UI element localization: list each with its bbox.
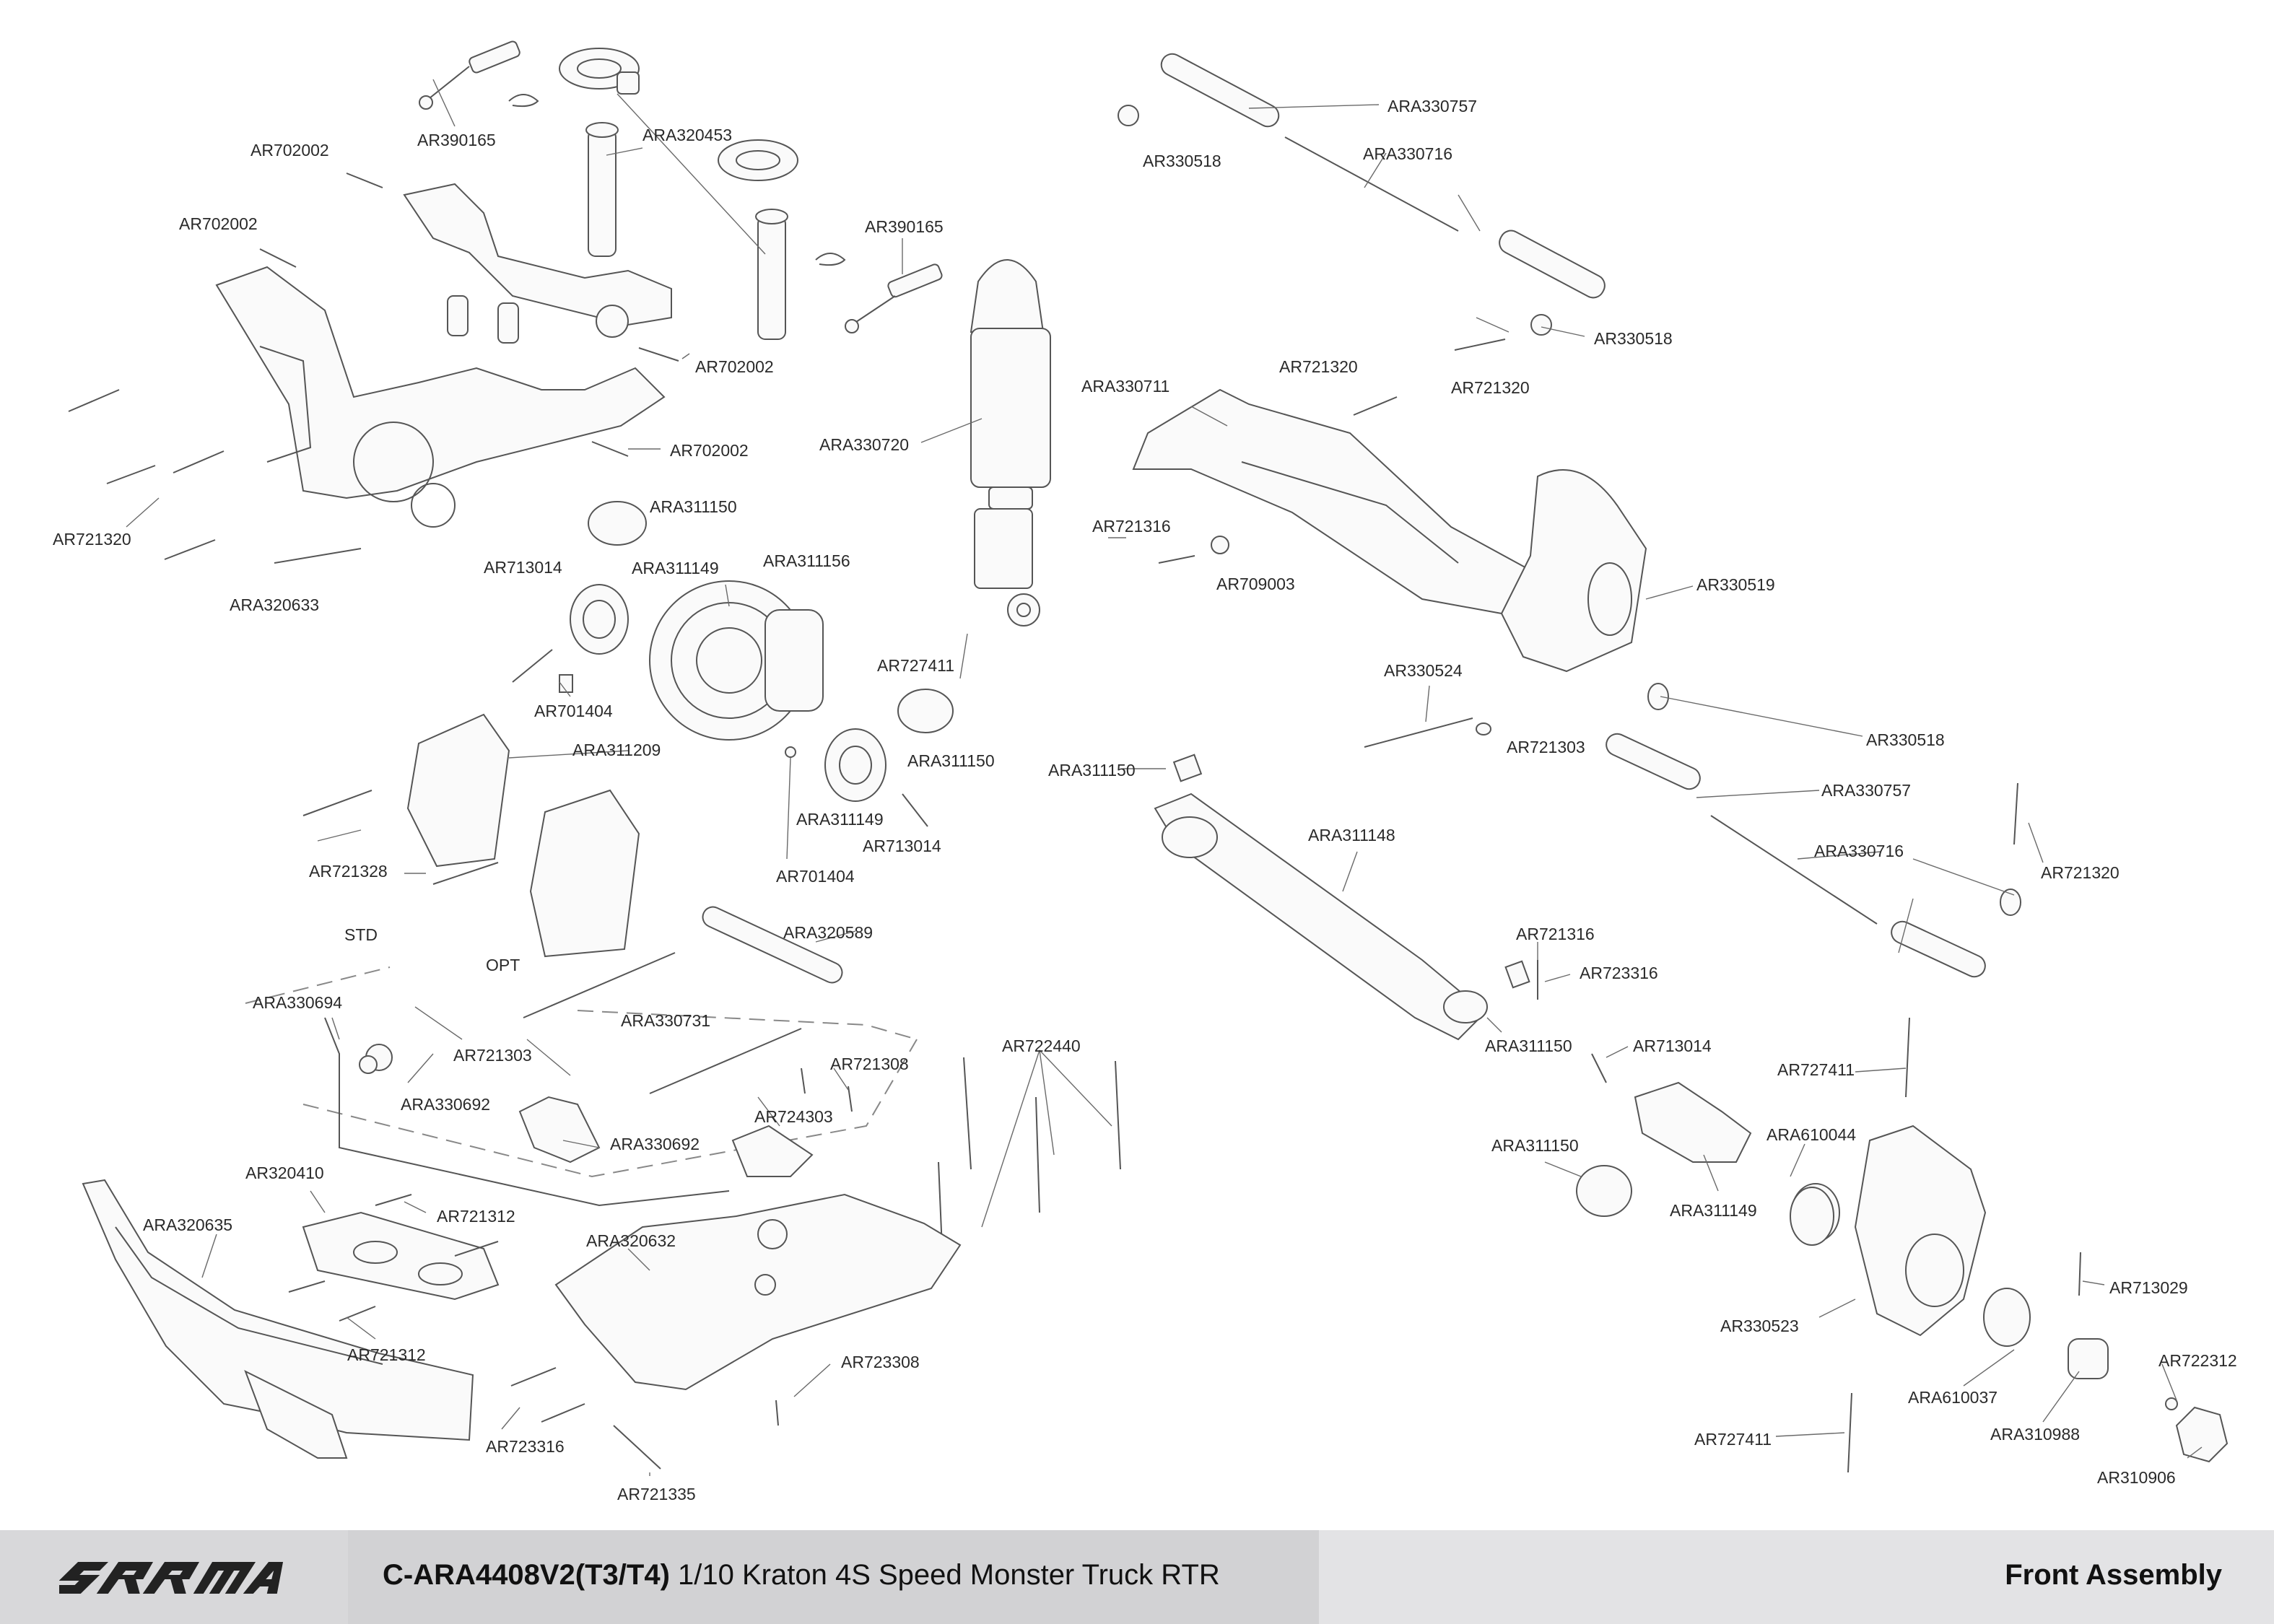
- part-label: AR330523: [1720, 1317, 1799, 1335]
- part-label: AR721320: [1451, 378, 1530, 397]
- part-label: ARA330692: [610, 1135, 700, 1153]
- part-label: ARA311150: [907, 751, 995, 770]
- part-label: AR721316: [1092, 517, 1171, 536]
- steering-knuckle-lower: [1855, 1126, 1985, 1335]
- upper-plate: [404, 184, 671, 343]
- footer-bar: [0, 1530, 2274, 1624]
- opt-label: OPT: [486, 956, 520, 974]
- part-label: AR330518: [1143, 152, 1221, 170]
- part-label: AR721312: [437, 1207, 515, 1226]
- body-clip-upper: [509, 95, 538, 106]
- part-label: AR701404: [534, 702, 613, 720]
- part-label: ARA311156: [763, 551, 850, 570]
- part-label: ARA330692: [401, 1095, 491, 1114]
- part-label: ARA330716: [1363, 144, 1453, 163]
- part-label: AR721320: [2041, 863, 2120, 882]
- part-label: ARA311149: [1670, 1201, 1757, 1220]
- part-label: ARA610044: [1767, 1125, 1857, 1144]
- front-shock: [971, 260, 1050, 626]
- part-label: ARA320633: [230, 595, 320, 614]
- std-label: STD: [344, 925, 378, 944]
- kit-name: 1/10 Kraton 4S Speed Monster Truck RTR: [678, 1559, 1220, 1591]
- part-label: AR713014: [1633, 1036, 1712, 1055]
- part-label: AR727411: [877, 656, 954, 675]
- part-label: AR390165: [865, 217, 944, 236]
- brand-panel: [0, 1530, 348, 1624]
- part-label: ARA610037: [1908, 1388, 1998, 1407]
- front-bumper: [83, 1180, 473, 1458]
- body-post-2: [756, 209, 788, 339]
- part-label: AR721335: [617, 1485, 696, 1503]
- part-drawings: [69, 40, 2227, 1472]
- part-label: AR721320: [1279, 357, 1358, 376]
- part-label: AR723316: [486, 1437, 565, 1456]
- part-label: AR713029: [2109, 1278, 2188, 1297]
- part-label: ARA330731: [621, 1011, 711, 1030]
- part-label: AR702002: [251, 141, 329, 160]
- part-label: ARA330694: [253, 993, 343, 1012]
- body-post-1: [586, 123, 618, 256]
- part-label: ARA330757: [1821, 781, 1912, 800]
- part-label: ARA311150: [1048, 761, 1136, 780]
- part-label: AR722312: [2158, 1351, 2237, 1370]
- part-label: AR713014: [484, 558, 562, 577]
- part-label: AR721312: [347, 1345, 426, 1364]
- part-label: ARA311150: [1491, 1136, 1579, 1155]
- part-label: AR701404: [776, 867, 855, 886]
- part-label: ARA311149: [796, 810, 884, 829]
- part-label: AR722440: [1002, 1036, 1081, 1055]
- part-label: AR721316: [1516, 925, 1595, 943]
- part-label: AR721320: [53, 530, 131, 549]
- part-label: ARA320635: [143, 1215, 233, 1234]
- bumper-mount: [303, 1213, 498, 1299]
- turnbuckle-lower: [1603, 730, 2021, 980]
- part-label: AR390165: [417, 131, 496, 149]
- body-clip-lower: [816, 253, 845, 265]
- part-label: ARA311149: [632, 559, 719, 577]
- part-label: AR723316: [1580, 964, 1658, 982]
- part-label: ARA311150: [650, 497, 737, 516]
- kit-code: C-ARA4408V2(T3/T4): [383, 1559, 670, 1591]
- differential: [650, 581, 823, 740]
- diff-outdrive-right: [825, 729, 886, 801]
- part-label: AR702002: [179, 214, 258, 233]
- part-label: AR320410: [245, 1164, 324, 1182]
- part-label: AR721303: [453, 1046, 532, 1065]
- part-label: AR721303: [1507, 738, 1585, 756]
- part-label: AR310906: [2097, 1468, 2176, 1487]
- part-label: AR721308: [830, 1055, 909, 1073]
- lower-suspension-arm: [1133, 390, 1530, 614]
- part-label: AR702002: [695, 357, 774, 376]
- part-label: ARA311148: [1308, 826, 1395, 844]
- steering-knuckle-upper: [1502, 470, 1646, 671]
- part-label: AR330524: [1384, 661, 1463, 680]
- turnbuckle-upper: [1118, 51, 1608, 350]
- part-label: AR702002: [670, 441, 749, 460]
- part-label: ARA310988: [1990, 1425, 2081, 1444]
- part-label: ARA330757: [1388, 97, 1478, 115]
- arrma-logo: [59, 1558, 284, 1598]
- part-label: ARA330720: [819, 435, 910, 454]
- part-label: ARA311209: [572, 741, 661, 759]
- part-label: AR709003: [1216, 575, 1295, 593]
- ball-end-upper-left: [419, 40, 521, 109]
- part-label: ARA320589: [783, 923, 874, 942]
- part-label: ARA330716: [1814, 842, 1904, 860]
- part-label: ARA311150: [1485, 1036, 1572, 1055]
- part-label: ARA320632: [586, 1231, 676, 1250]
- screws-left: [69, 173, 679, 559]
- part-label: AR724303: [754, 1107, 833, 1126]
- part-label: AR721328: [309, 862, 388, 881]
- part-label: ARA330711: [1081, 377, 1170, 396]
- ball-end-upper-right: [845, 263, 943, 333]
- part-label: ARA320453: [642, 126, 733, 144]
- part-label: AR330518: [1866, 730, 1945, 749]
- body-mount-pad-2: [718, 140, 798, 180]
- part-label: AR713014: [863, 837, 941, 855]
- part-label: AR330518: [1594, 329, 1673, 348]
- pivot-ball-1: [1476, 684, 1668, 735]
- section-title: Front Assembly: [2005, 1559, 2222, 1591]
- part-label: AR330519: [1696, 575, 1775, 594]
- body-mount-pad-1: [559, 48, 639, 94]
- long-pins: [938, 1057, 1120, 1249]
- driveshaft: [1155, 755, 1487, 1039]
- part-label: AR723308: [841, 1353, 920, 1371]
- diff-outdrive-left: [570, 585, 628, 654]
- part-label: AR727411: [1694, 1430, 1772, 1449]
- hinge-pin-1: [1364, 718, 1473, 747]
- kit-title: [383, 1559, 1220, 1592]
- part-label: AR727411: [1777, 1060, 1855, 1079]
